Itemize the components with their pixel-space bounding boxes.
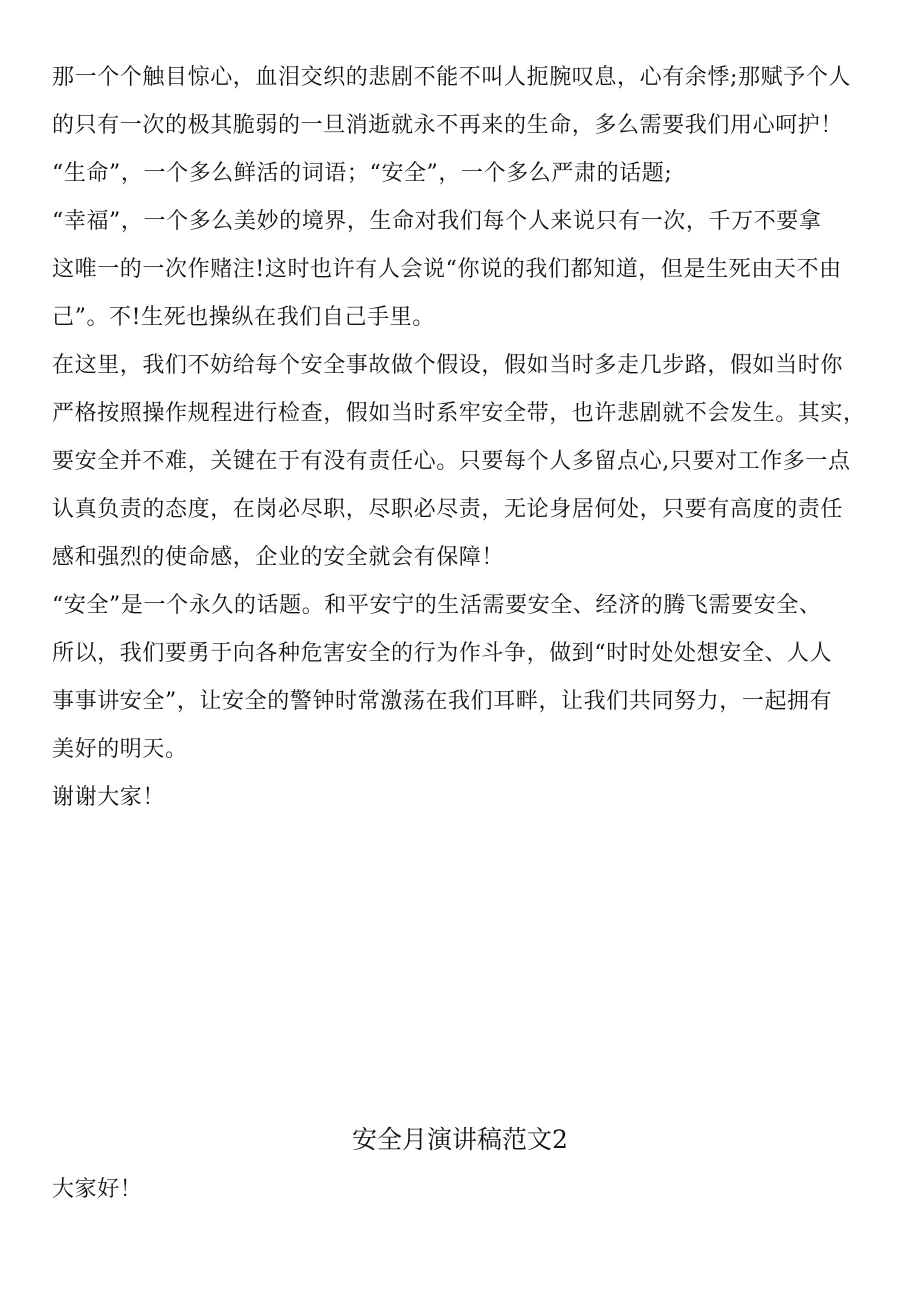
text-line: 的只有一次的极其脆弱的一旦消逝就永不再来的生命，多么需要我们用心呵护！: [52, 113, 844, 138]
text-line: 己”。不!生死也操纵在我们自己手里。: [52, 305, 435, 330]
speech-body: [52, 54, 874, 822]
text-line: 严格按照操作规程进行检查，假如当时系牢安全带，也许悲剧就不会发生。其实，: [52, 401, 866, 426]
text-line: 要安全并不难，关键在于有没有责任心。只要每个人多留点心,只要对工作多一点: [52, 449, 851, 474]
text-line: “幸福”，一个多么美妙的境界，生命对我们每个人来说只有一次，千万不要拿: [52, 209, 822, 234]
text-line: “安全”是一个永久的话题。和平安宁的生活需要安全、经济的腾飞需要安全、: [52, 593, 822, 618]
closing-line: 谢谢大家！: [52, 785, 166, 810]
section-heading: 安全月演讲稿范文2: [352, 1125, 568, 1154]
text-line: 在这里，我们不妨给每个安全事故做个假设，假如当时多走几步路，假如当时你: [52, 353, 844, 378]
text-line: “生命”，一个多么鲜活的词语；“安全”，一个多么严肃的话题;: [52, 161, 673, 186]
text-line: 所以，我们要勇于向各种危害安全的行为作斗争，做到“时时处处想安全、人人: [52, 641, 833, 666]
text-line: 这唯一的一次作赌注!这时也许有人会说“你说的我们都知道，但是生死由天不由: [52, 257, 842, 282]
greeting-line: 大家好！: [52, 1177, 143, 1202]
text-line: 那一个个触目惊心，血泪交织的悲剧不能不叫人扼腕叹息，心有余悸;那赋予个人: [52, 65, 852, 90]
text-line: 美好的明天。: [52, 737, 188, 762]
text-line: 感和强烈的使命感，企业的安全就会有保障！: [52, 545, 505, 570]
text-line: 事事讲安全”，让安全的警钟时常激荡在我们耳畔，让我们共同努力，一起拥有: [52, 689, 833, 714]
text-line: 认真负责的态度，在岗必尽职，尽职必尽责，无论身居何处，只要有高度的责任: [52, 497, 844, 522]
